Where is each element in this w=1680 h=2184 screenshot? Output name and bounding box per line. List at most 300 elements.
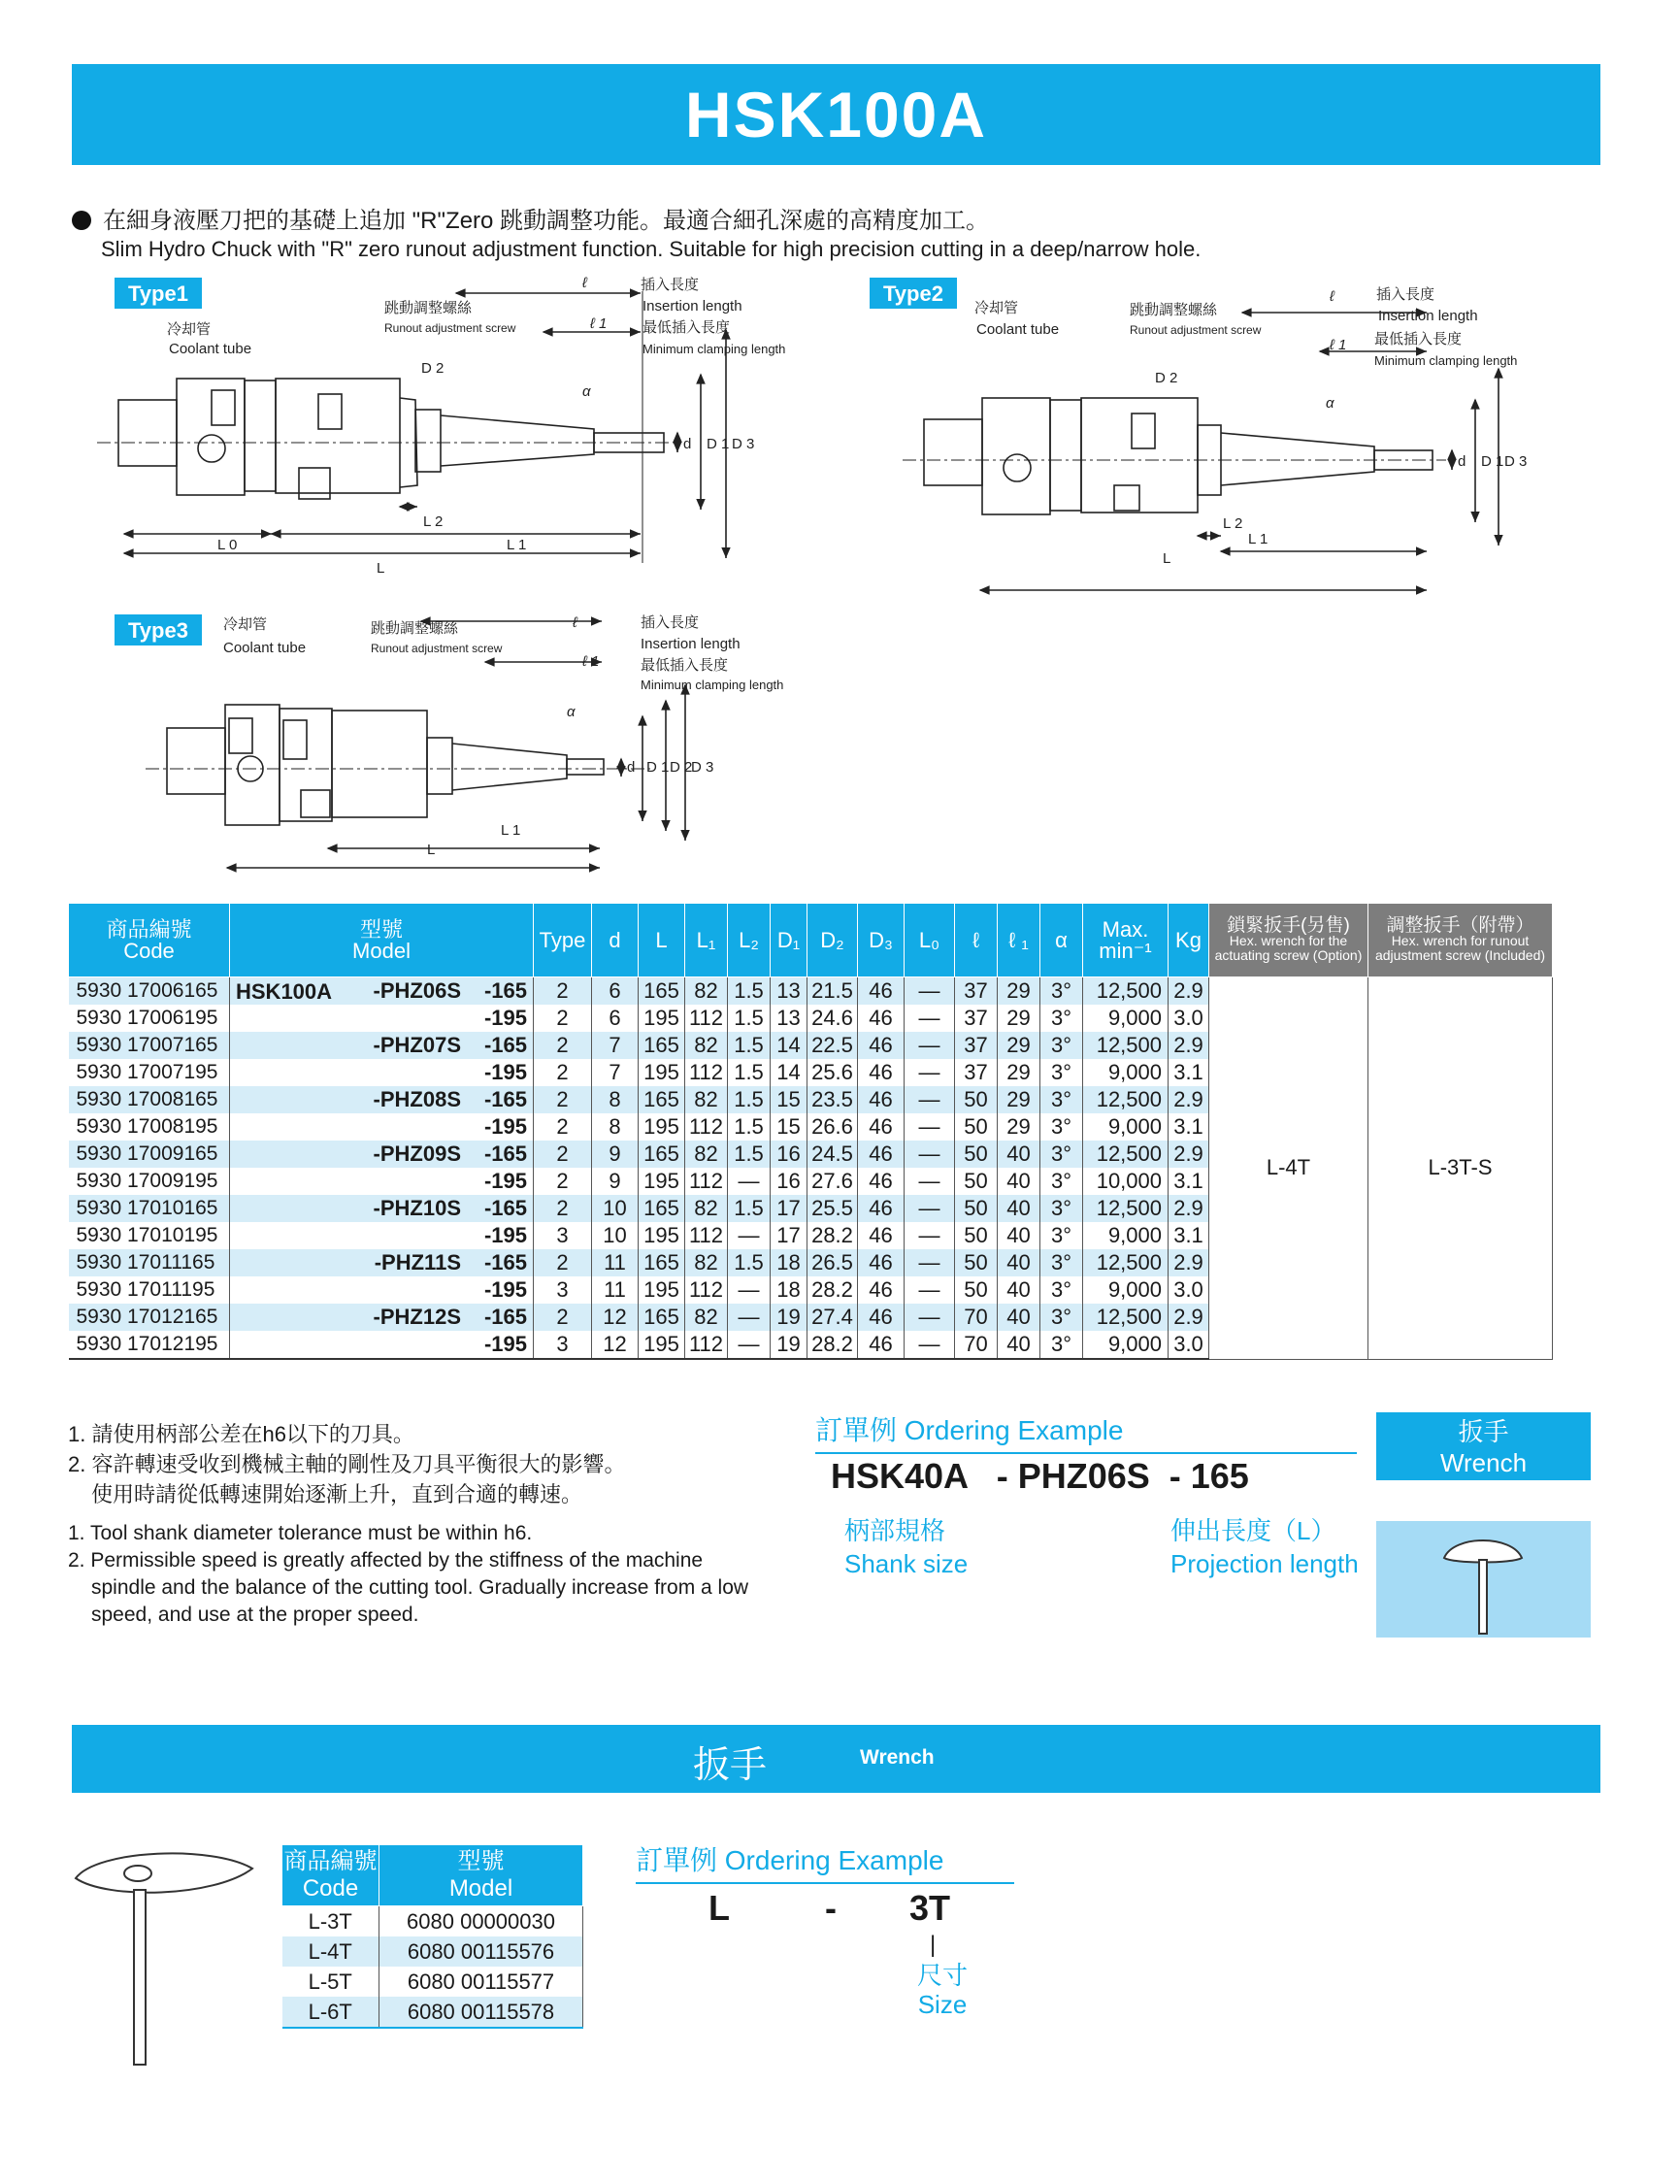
cell-L0: — xyxy=(905,1141,955,1168)
cell-l1: 29 xyxy=(998,1059,1040,1086)
cell-L1: 112 xyxy=(685,1276,728,1304)
cell-code: 5930 17006165 xyxy=(69,977,230,1006)
wrench-table xyxy=(281,1844,583,2029)
t1-d: d xyxy=(683,436,692,452)
cell-a: 3° xyxy=(1040,1331,1083,1359)
wrench-row xyxy=(282,1967,583,1997)
cell-code: 5930 17009195 xyxy=(69,1168,230,1195)
cell-L0: — xyxy=(905,1304,955,1331)
type2-label: Type2 xyxy=(883,281,943,306)
model-length: -195 xyxy=(483,1114,527,1139)
bullet-icon xyxy=(72,211,91,230)
col-D3: D₃ xyxy=(858,904,905,977)
model-name: -PHZ06S xyxy=(373,978,461,1003)
cell-code: 5930 17012165 xyxy=(69,1304,230,1331)
t3-coolant-en: Coolant tube xyxy=(223,640,307,656)
cell-kg: 3.1 xyxy=(1169,1059,1209,1086)
t3-minclamp-zh: 最低插入長度 xyxy=(641,657,729,674)
cell-kg: 3.1 xyxy=(1169,1222,1209,1249)
cell-a: 3° xyxy=(1040,1005,1083,1032)
model-length: -165 xyxy=(483,1033,527,1057)
model-name: -PHZ09S xyxy=(373,1142,461,1166)
cell-type: 2 xyxy=(534,1086,592,1113)
table-row xyxy=(69,977,1553,1006)
cell-L: 165 xyxy=(639,1195,685,1222)
t3-a: α xyxy=(567,704,576,720)
cell-type: 3 xyxy=(534,1276,592,1304)
t2-l: ℓ xyxy=(1330,288,1334,305)
cell-d: 7 xyxy=(592,1059,639,1086)
wrench-size-label: 尺寸 Size xyxy=(917,1961,969,2019)
cell-D3: 46 xyxy=(858,1113,905,1141)
cell-kg: 3.1 xyxy=(1169,1113,1209,1141)
cell-L: 195 xyxy=(639,1276,685,1304)
cell-d: 12 xyxy=(592,1304,639,1331)
cell-a: 3° xyxy=(1040,1276,1083,1304)
cell-D1: 14 xyxy=(771,1059,807,1086)
cell-max: 9,000 xyxy=(1083,1059,1169,1086)
cell-D2: 28.2 xyxy=(807,1222,858,1249)
spec-header-row xyxy=(69,904,1553,977)
cell-D1: 17 xyxy=(771,1222,807,1249)
t1-l1: ℓ 1 xyxy=(590,315,608,332)
col-hex-actuating: 鎖緊扳手(另售) Hex. wrench for the actuating screw (Option) xyxy=(1209,904,1368,977)
col-L0: L₀ xyxy=(905,904,955,977)
wrench-image xyxy=(1376,1521,1591,1638)
t2-L2: L 2 xyxy=(1223,515,1243,532)
t1-L: L xyxy=(377,560,385,577)
cell-L0: — xyxy=(905,1195,955,1222)
cell-d: 9 xyxy=(592,1141,639,1168)
cell-model xyxy=(230,1168,534,1195)
model-length: -165 xyxy=(483,978,527,1003)
cell-D2: 28.2 xyxy=(807,1276,858,1304)
t3-d: d xyxy=(627,759,636,776)
cell-max: 9,000 xyxy=(1083,1113,1169,1141)
cell-type: 2 xyxy=(534,1168,592,1195)
cell-D1: 13 xyxy=(771,977,807,1006)
cell-L2: — xyxy=(728,1304,771,1331)
model-name: -PHZ07S xyxy=(373,1033,461,1057)
col-L2: L₂ xyxy=(728,904,771,977)
cell-L1: 112 xyxy=(685,1113,728,1141)
cell-l1: 29 xyxy=(998,977,1040,1006)
cell-L2: 1.5 xyxy=(728,1005,771,1032)
col-type: Type xyxy=(534,904,592,977)
cell-code: 5930 17011165 xyxy=(69,1249,230,1276)
cell-D1: 14 xyxy=(771,1032,807,1059)
col-l1: ℓ ₁ xyxy=(998,904,1040,977)
cell-l1: 40 xyxy=(998,1168,1040,1195)
wrench-order-dash: - xyxy=(825,1888,837,1928)
wrench-row xyxy=(282,1936,583,1967)
cell-kg: 2.9 xyxy=(1169,1249,1209,1276)
cell-kg: 2.9 xyxy=(1169,1086,1209,1113)
model-length: -165 xyxy=(483,1142,527,1166)
cell-D1: 15 xyxy=(771,1086,807,1113)
t2-D2: D 2 xyxy=(1155,370,1178,386)
cell-a: 3° xyxy=(1040,1249,1083,1276)
cell-D2: 23.5 xyxy=(807,1086,858,1113)
notes-zh xyxy=(68,1419,625,1509)
cell-L1: 112 xyxy=(685,1005,728,1032)
cell-code: 5930 17007195 xyxy=(69,1059,230,1086)
cell-code: 5930 17010165 xyxy=(69,1195,230,1222)
wrench-order-3T: 3T xyxy=(909,1888,951,1928)
cell-D2: 24.6 xyxy=(807,1005,858,1032)
col-kg: Kg xyxy=(1169,904,1209,977)
cell-L0: — xyxy=(905,1113,955,1141)
cell-L2: 1.5 xyxy=(728,1249,771,1276)
cell-L1: 112 xyxy=(685,1168,728,1195)
cell-max: 10,000 xyxy=(1083,1168,1169,1195)
cell-l: 50 xyxy=(955,1195,998,1222)
cell-l: 50 xyxy=(955,1141,998,1168)
cell-a: 3° xyxy=(1040,1086,1083,1113)
model-length: -195 xyxy=(483,1006,527,1030)
cell-L0: — xyxy=(905,1086,955,1113)
cell-l1: 40 xyxy=(998,1331,1040,1359)
cell-L2: 1.5 xyxy=(728,1141,771,1168)
cell-l: 50 xyxy=(955,1168,998,1195)
cell-L2: 1.5 xyxy=(728,1113,771,1141)
cell-kg: 2.9 xyxy=(1169,1304,1209,1331)
cell-L2: 1.5 xyxy=(728,1059,771,1086)
t1-insert-zh: 插入長度 xyxy=(641,277,700,293)
note-zh-3: 使用時請從低轉速開始逐漸上升，直到合適的轉速。 xyxy=(91,1482,583,1506)
wrench-cell-model: 6080 00115578 xyxy=(379,1997,583,2028)
model-length: -195 xyxy=(483,1223,527,1247)
cell-L0: — xyxy=(905,1168,955,1195)
cell-L0: — xyxy=(905,1032,955,1059)
cell-L0: — xyxy=(905,1249,955,1276)
cell-model xyxy=(230,1059,534,1086)
cell-L1: 82 xyxy=(685,1032,728,1059)
t3-L: L xyxy=(427,842,436,858)
wrench-section-title-en: Wrench xyxy=(860,1746,935,1769)
t3-coolant-zh: 冷却管 xyxy=(223,616,268,633)
wrench-order-L: L xyxy=(708,1888,730,1928)
cell-model xyxy=(230,1276,534,1304)
cell-a: 3° xyxy=(1040,1222,1083,1249)
cell-l: 50 xyxy=(955,1276,998,1304)
t3-insert-en: Insertion length xyxy=(641,636,741,652)
cell-L1: 112 xyxy=(685,1059,728,1086)
cell-model xyxy=(230,977,534,1006)
cell-d: 8 xyxy=(592,1086,639,1113)
model-length: -165 xyxy=(483,1196,527,1220)
t2-l1: ℓ 1 xyxy=(1330,337,1347,353)
cell-a: 3° xyxy=(1040,1032,1083,1059)
cell-kg: 3.0 xyxy=(1169,1005,1209,1032)
wrench-section-title-zh: 扳手 xyxy=(693,1745,768,1786)
col-l: ℓ xyxy=(955,904,998,977)
wrench-cell-code: L-6T xyxy=(282,1997,379,2028)
cell-max: 9,000 xyxy=(1083,1005,1169,1032)
cell-max: 12,500 xyxy=(1083,1141,1169,1168)
t2-minclamp-zh: 最低插入長度 xyxy=(1374,331,1463,347)
t2-D3: D 3 xyxy=(1504,453,1528,470)
cell-D3: 46 xyxy=(858,1141,905,1168)
cell-l1: 29 xyxy=(998,1032,1040,1059)
cell-d: 9 xyxy=(592,1168,639,1195)
t3-l: ℓ xyxy=(573,614,577,631)
cell-L2: 1.5 xyxy=(728,1195,771,1222)
cell-l: 50 xyxy=(955,1222,998,1249)
cell-D2: 27.4 xyxy=(807,1304,858,1331)
cell-D3: 46 xyxy=(858,1005,905,1032)
cell-L2: — xyxy=(728,1168,771,1195)
cell-l: 37 xyxy=(955,1005,998,1032)
cell-type: 3 xyxy=(534,1222,592,1249)
cell-L: 195 xyxy=(639,1113,685,1141)
t2-runout-zh: 跳動調整螺絲 xyxy=(1130,302,1218,318)
cell-kg: 2.9 xyxy=(1169,1195,1209,1222)
cell-code: 5930 17007165 xyxy=(69,1032,230,1059)
cell-l1: 40 xyxy=(998,1141,1040,1168)
note-en-1: 1. Tool shank diameter tolerance must be within h6. xyxy=(68,1522,533,1544)
col-L1: L₁ xyxy=(685,904,728,977)
cell-D2: 24.5 xyxy=(807,1141,858,1168)
technical-diagrams xyxy=(97,272,1553,893)
cell-type: 2 xyxy=(534,1032,592,1059)
cell-l: 50 xyxy=(955,1086,998,1113)
wr-col-model: 型號 Model xyxy=(379,1845,583,1906)
wrench-cell-model: 6080 00115577 xyxy=(379,1967,583,1997)
wrench-section-banner xyxy=(72,1725,1600,1793)
t2-D1: D 1 xyxy=(1481,453,1504,470)
t3-L1: L 1 xyxy=(501,822,521,839)
cell-L0: — xyxy=(905,1005,955,1032)
cell-L1: 112 xyxy=(685,1222,728,1249)
cell-code: 5930 17010195 xyxy=(69,1222,230,1249)
spec-body xyxy=(69,977,1553,1360)
cell-type: 2 xyxy=(534,1304,592,1331)
cell-model xyxy=(230,1141,534,1168)
model-length: -195 xyxy=(483,1060,527,1084)
cell-D1: 16 xyxy=(771,1141,807,1168)
cell-l1: 29 xyxy=(998,1086,1040,1113)
wr-col-code: 商品編號 Code xyxy=(282,1845,379,1906)
col-code: 商品編號 Code xyxy=(69,904,230,977)
cell-D3: 46 xyxy=(858,1249,905,1276)
cell-l1: 40 xyxy=(998,1195,1040,1222)
t3-runout-en: Runout adjustment screw xyxy=(371,642,503,655)
cell-D3: 46 xyxy=(858,1168,905,1195)
model-length: -195 xyxy=(483,1332,527,1356)
col-a: α xyxy=(1040,904,1083,977)
cell-code: 5930 17011195 xyxy=(69,1276,230,1304)
t1-a: α xyxy=(582,383,591,400)
t1-runout-zh: 跳動調整螺絲 xyxy=(384,300,473,316)
cell-d: 10 xyxy=(592,1195,639,1222)
cell-L1: 82 xyxy=(685,977,728,1006)
cell-max: 9,000 xyxy=(1083,1331,1169,1359)
wrench-cell-model: 6080 00115576 xyxy=(379,1936,583,1967)
cell-L: 165 xyxy=(639,977,685,1006)
cell-L: 165 xyxy=(639,1086,685,1113)
cell-type: 3 xyxy=(534,1331,592,1359)
col-D2: D₂ xyxy=(807,904,858,977)
model-name: -PHZ12S xyxy=(373,1305,461,1329)
t3-minclamp-en: Minimum clamping length xyxy=(641,678,784,692)
cell-D3: 46 xyxy=(858,1086,905,1113)
cell-max: 12,500 xyxy=(1083,1086,1169,1113)
wrench-box-heading: 扳手 Wrench xyxy=(1376,1412,1591,1480)
cell-L: 195 xyxy=(639,1222,685,1249)
cell-L0: — xyxy=(905,1331,955,1359)
cell-kg: 3.0 xyxy=(1169,1276,1209,1304)
cell-wrench-runout: L-3T-S xyxy=(1368,977,1553,1360)
t3-D1: D 1 xyxy=(646,759,670,776)
cell-L2: 1.5 xyxy=(728,977,771,1006)
cell-D3: 46 xyxy=(858,1276,905,1304)
cell-D1: 19 xyxy=(771,1331,807,1359)
cell-kg: 2.9 xyxy=(1169,1141,1209,1168)
spec-table xyxy=(68,903,1553,1360)
cell-D2: 26.5 xyxy=(807,1249,858,1276)
t3-D3: D 3 xyxy=(691,759,714,776)
cell-model xyxy=(230,1249,534,1276)
notes-en xyxy=(68,1520,748,1629)
cell-L0: — xyxy=(905,1276,955,1304)
model-length: -165 xyxy=(483,1305,527,1329)
model-length: -165 xyxy=(483,1087,527,1111)
model-length: -195 xyxy=(483,1277,527,1302)
cell-L1: 82 xyxy=(685,1304,728,1331)
t3-insert-zh: 插入長度 xyxy=(641,614,700,631)
cell-type: 2 xyxy=(534,1249,592,1276)
cell-kg: 2.9 xyxy=(1169,1032,1209,1059)
model-length: -195 xyxy=(483,1169,527,1193)
cell-a: 3° xyxy=(1040,1195,1083,1222)
cell-code: 5930 17008195 xyxy=(69,1113,230,1141)
model-name: -PHZ10S xyxy=(373,1196,461,1220)
cell-L1: 82 xyxy=(685,1086,728,1113)
cell-D1: 18 xyxy=(771,1276,807,1304)
cell-l: 70 xyxy=(955,1331,998,1359)
cell-d: 6 xyxy=(592,977,639,1006)
note-zh-2: 2. 容許轉速受收到機械主軸的剛性及刀具平衡很大的影響。 xyxy=(68,1452,626,1476)
projection-length-label: 伸出長度（L） Projection length xyxy=(1170,1516,1359,1578)
cell-code: 5930 17012195 xyxy=(69,1331,230,1359)
col-L: L xyxy=(639,904,685,977)
cell-max: 12,500 xyxy=(1083,1032,1169,1059)
t3-runout-zh: 跳動調整螺絲 xyxy=(371,620,459,637)
cell-model xyxy=(230,1005,534,1032)
cell-type: 2 xyxy=(534,1113,592,1141)
cell-model xyxy=(230,1222,534,1249)
cell-model xyxy=(230,1032,534,1059)
cell-type: 2 xyxy=(534,1141,592,1168)
cell-d: 11 xyxy=(592,1249,639,1276)
cell-D2: 27.6 xyxy=(807,1168,858,1195)
cell-l: 50 xyxy=(955,1249,998,1276)
cell-D1: 19 xyxy=(771,1304,807,1331)
cell-L0: — xyxy=(905,1059,955,1086)
intro-en: Slim Hydro Chuck with "R" zero runout adjustment function. Suitable for high precision cutting in a deep/narrow hole. xyxy=(101,237,1202,261)
t1-D2: D 2 xyxy=(421,360,445,377)
cell-model xyxy=(230,1195,534,1222)
cell-model xyxy=(230,1086,534,1113)
wrench-order-bar: | xyxy=(930,1932,937,1958)
cell-L: 165 xyxy=(639,1141,685,1168)
col-D1: D₁ xyxy=(771,904,807,977)
col-hex-runout: 調整扳手（附帶） Hex. wrench for runout adjustment screw (Included) xyxy=(1368,904,1553,977)
cell-D3: 46 xyxy=(858,977,905,1006)
t2-insert-en: Insertion length xyxy=(1378,308,1478,324)
wrench-row xyxy=(282,1906,583,1937)
cell-L2: — xyxy=(728,1331,771,1359)
cell-L1: 82 xyxy=(685,1141,728,1168)
cell-type: 2 xyxy=(534,977,592,1006)
cell-l1: 40 xyxy=(998,1304,1040,1331)
cell-d: 11 xyxy=(592,1276,639,1304)
cell-D1: 18 xyxy=(771,1249,807,1276)
cell-max: 12,500 xyxy=(1083,1304,1169,1331)
t-wrench-icon xyxy=(68,1839,272,2072)
cell-l1: 40 xyxy=(998,1222,1040,1249)
cell-a: 3° xyxy=(1040,1168,1083,1195)
cell-code: 5930 17009165 xyxy=(69,1141,230,1168)
cell-L2: — xyxy=(728,1276,771,1304)
cell-D3: 46 xyxy=(858,1195,905,1222)
cell-D1: 15 xyxy=(771,1113,807,1141)
cell-L0: — xyxy=(905,977,955,1006)
cell-L: 165 xyxy=(639,1304,685,1331)
cell-D2: 26.6 xyxy=(807,1113,858,1141)
model-series: HSK100A xyxy=(236,979,333,1004)
t1-D1: D 1 xyxy=(707,436,730,452)
model-name: -PHZ08S xyxy=(373,1087,461,1111)
cell-max: 12,500 xyxy=(1083,1195,1169,1222)
cell-D1: 16 xyxy=(771,1168,807,1195)
ordering-code: HSK40A - PHZ06S - 165 xyxy=(831,1456,1249,1496)
cell-a: 3° xyxy=(1040,977,1083,1006)
cell-l: 50 xyxy=(955,1113,998,1141)
cell-a: 3° xyxy=(1040,1304,1083,1331)
t2-a: α xyxy=(1326,395,1334,412)
cell-max: 9,000 xyxy=(1083,1276,1169,1304)
cell-d: 8 xyxy=(592,1113,639,1141)
cell-D3: 46 xyxy=(858,1304,905,1331)
ordering-heading: 訂單例 Ordering Example xyxy=(815,1409,1357,1454)
cell-kg: 3.1 xyxy=(1169,1168,1209,1195)
type3-label: Type3 xyxy=(128,618,188,643)
cell-L: 165 xyxy=(639,1032,685,1059)
t1-coolant-zh: 冷却管 xyxy=(167,321,212,338)
col-d: d xyxy=(592,904,639,977)
cell-L1: 82 xyxy=(685,1249,728,1276)
cell-D2: 25.5 xyxy=(807,1195,858,1222)
page-title: HSK100A xyxy=(684,79,988,150)
type1-label: Type1 xyxy=(128,281,188,306)
cell-l1: 29 xyxy=(998,1113,1040,1141)
t1-coolant-en: Coolant tube xyxy=(169,341,252,357)
cell-l: 37 xyxy=(955,1059,998,1086)
cell-D2: 25.6 xyxy=(807,1059,858,1086)
cell-model xyxy=(230,1304,534,1331)
col-model: 型號 Model xyxy=(230,904,534,977)
t3-D2: D 2 xyxy=(670,759,693,776)
cell-l1: 29 xyxy=(998,1005,1040,1032)
cell-D3: 46 xyxy=(858,1032,905,1059)
cell-L2: 1.5 xyxy=(728,1032,771,1059)
cell-type: 2 xyxy=(534,1195,592,1222)
t1-l: ℓ xyxy=(582,275,587,291)
cell-D1: 13 xyxy=(771,1005,807,1032)
note-en-4: speed, and use at the proper speed. xyxy=(91,1604,419,1626)
